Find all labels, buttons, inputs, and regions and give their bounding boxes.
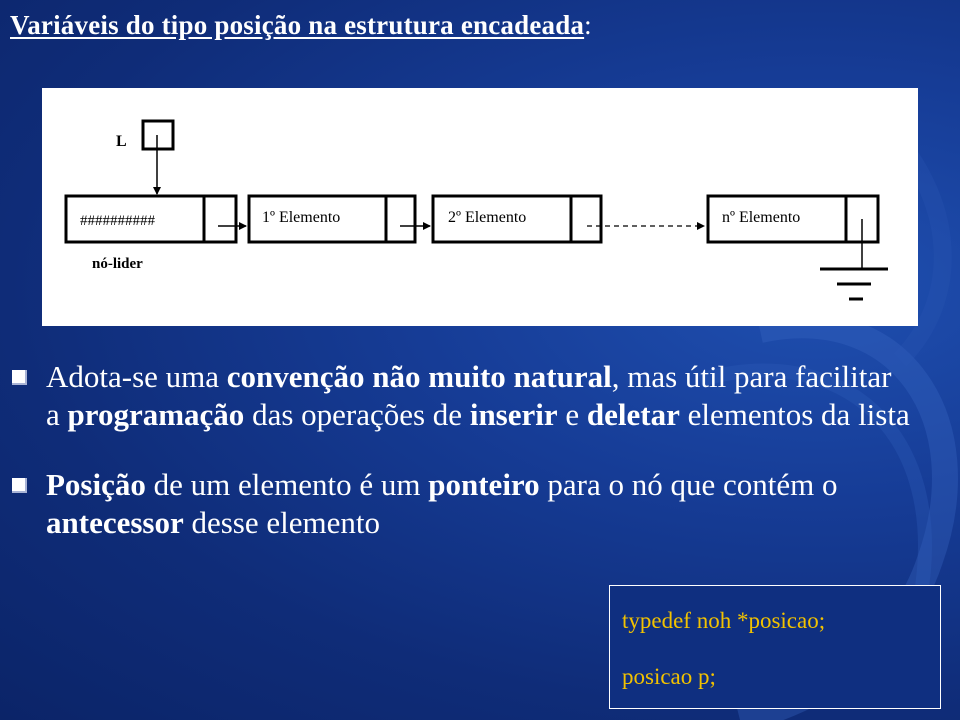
bullet-list [12, 358, 912, 574]
bullet-1-seg-7: deletar [586, 397, 680, 432]
bullet-1-seg-2: , mas útil para facilitar a [46, 359, 892, 432]
bullet-1-seg-5: inserir [469, 397, 558, 432]
bullet-item-2 [12, 466, 912, 542]
list-node-1-label: 1º Elemento [262, 209, 341, 226]
header-node [66, 196, 236, 242]
slide-title-text: Variáveis do tipo posição na estrutura encadeada [10, 10, 585, 40]
pointer-box-l [143, 121, 173, 149]
bullet-2-seg-3: para o nó que contém o [539, 467, 838, 502]
list-node-2-label: 2º Elemento [448, 209, 527, 226]
header-node-text: ########## [80, 213, 155, 229]
bullet-2-seg-4: antecessor [46, 505, 184, 540]
linked-list-svg [42, 88, 918, 326]
code-box [609, 585, 941, 709]
bullet-item-1 [12, 358, 912, 434]
code-line-1: typedef noh *posicao; [622, 608, 826, 633]
bullet-1-seg-0: Adota-se uma [46, 359, 227, 394]
bullet-2-seg-5: desse elemento [183, 505, 380, 540]
bullet-square-icon [12, 478, 27, 493]
pointer-label-l: L [116, 133, 127, 150]
list-node-n-label: nº Elemento [722, 209, 801, 226]
bullet-square-icon [12, 370, 27, 385]
bullet-1-seg-6: e [557, 397, 587, 432]
slide-title [10, 10, 592, 41]
bullet-1-seg-8: elementos da lista [679, 397, 910, 432]
bullet-2-seg-2: ponteiro [428, 467, 540, 502]
bullet-1-seg-3: programação [67, 397, 245, 432]
linked-list-diagram [42, 88, 918, 326]
code-line-2: posicao p; [622, 664, 716, 689]
list-node-1 [249, 196, 415, 242]
bullet-2-seg-0: Posição [46, 467, 146, 502]
list-node-2 [433, 196, 601, 242]
list-node-n [708, 196, 878, 242]
header-node-caption: nó-lider [92, 256, 143, 272]
bullet-1-seg-4: das operações de [244, 397, 470, 432]
slide-title-colon: : [584, 10, 592, 40]
bullet-1-seg-1: convenção não muito natural [226, 359, 612, 394]
bullet-2-seg-1: de um elemento é um [145, 467, 429, 502]
